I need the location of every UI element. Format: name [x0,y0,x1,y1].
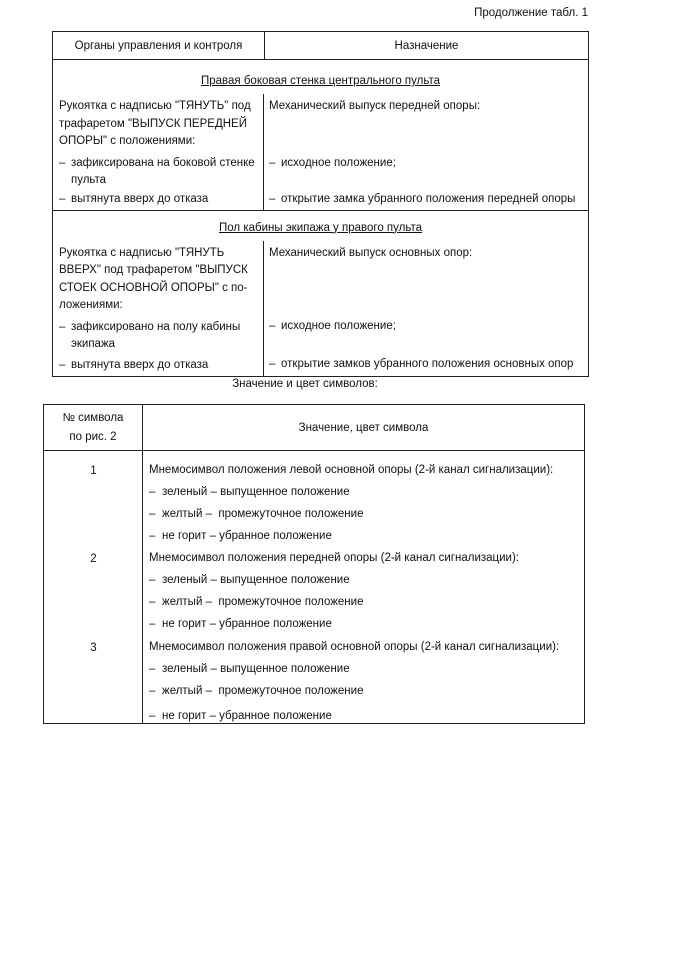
purpose-text: Механический выпуск основных опор: [269,246,473,259]
symbol-title: Мнемосимвол положения правой основной опоры (2-й канал сигнализации): [149,641,560,653]
symbol-meaning-cell [143,463,584,543]
state-meaning: убранное положение [219,618,332,630]
table-row [44,640,584,723]
symbol-number: 3 [90,642,97,654]
symbol-meaning-cell [143,551,584,631]
column-header-controls: Органы управления и контроля [53,32,265,59]
symbol-meaning-cell [143,640,584,723]
light-state: желтый [162,685,203,697]
list-item [149,595,584,609]
separator: – [207,663,221,675]
dash-marker: – [149,508,156,520]
dash-marker: – [269,156,276,169]
table-row [53,94,588,211]
state-meaning: выпущенное положение [220,486,350,498]
list-item-continuation: пульта [71,173,107,186]
list-item [59,357,259,374]
symbol-title: Мнемосимвол положения передней опоры (2-й канал сигнализации): [149,552,519,564]
list-item [149,507,584,521]
header-line: № символа [62,411,124,424]
light-state: желтый [162,508,203,520]
table-row [44,551,584,631]
list-item-continuation: экипажа [71,337,116,350]
list-item [269,155,584,172]
light-state: зеленый [162,574,208,586]
light-state: не горит [162,530,207,542]
column-header-meaning: Значение, цвет символа [298,421,429,434]
list-item [59,319,259,336]
purpose-text: Механический выпуск передней опоры: [269,100,481,112]
light-state: не горит [162,618,207,630]
state-meaning: убранное положение [219,530,332,542]
symbol-number: 1 [90,465,97,477]
separator: – [207,574,221,586]
column-header-symbol-number [44,405,143,450]
section-title: Правая боковая стенка центрального пульта [200,75,440,87]
list-item [149,684,584,698]
list-item-text: вытянута вверх до отказа [71,192,209,205]
dash-marker: – [59,156,66,169]
column-header-purpose: Назначение [394,39,459,52]
list-item [269,318,584,335]
list-item [149,709,584,723]
list-item [149,662,584,676]
dash-marker: – [149,486,156,498]
list-item-text: вытянута вверх до отказа [71,358,209,371]
dash-marker: – [59,192,66,205]
section-title: Пол кабины экипажа у правого пульта [219,221,422,234]
state-meaning: выпущенное положение [220,574,350,586]
dash-marker: – [149,685,156,697]
symbols-table [43,404,585,724]
table-row [53,241,588,376]
control-text: Рукоятка с надписью "ТЯНУТЬ [59,246,225,259]
light-state: зеленый [162,486,208,498]
symbol-title: Мнемосимвол положения левой основной опоры (2-й канал сигнализации): [149,464,554,476]
separator: – [206,710,220,722]
list-item [149,529,584,543]
state-meaning: выпущенное положение [220,663,350,675]
control-text: ОПОРЫ" с положениями: [59,135,196,147]
list-item [59,191,259,208]
separator: – [202,596,219,608]
dash-marker: – [149,663,156,675]
header-line: по рис. 2 [69,430,117,443]
list-item [149,617,584,631]
list-item-text: зафиксирована на боковой стенке [71,156,255,169]
list-item [59,155,259,172]
purpose-cell [264,94,588,210]
symbols-table-header [44,405,584,451]
control-text: трафаретом "ВЫПУСК ПЕРЕДНЕЙ [59,117,247,130]
controls-table-header [53,32,588,60]
list-item-text: открытие замка убранного положения передней опоры [281,192,576,205]
list-item-text: исходное положение; [281,156,396,169]
dash-marker: – [149,530,156,542]
control-cell [53,241,264,376]
dash-marker: – [269,320,276,332]
dash-marker: – [269,358,276,370]
dash-marker: – [149,710,156,722]
list-item-text: исходное положение; [281,320,396,332]
table-row [44,463,584,543]
list-item-text: открытие замков убранного положения основных опор [281,358,574,370]
state-meaning: промежуточное положение [218,508,364,520]
light-state: желтый [162,596,203,608]
purpose-cell [264,241,588,376]
symbols-table-body [44,451,584,723]
light-state: не горит [162,710,207,722]
dash-marker: – [59,358,66,371]
list-item [149,485,584,499]
list-item [269,356,584,373]
controls-table [52,31,589,377]
dash-marker: – [149,618,156,630]
list-item [269,191,584,208]
state-meaning: убранное положение [219,710,332,722]
dash-marker: – [149,596,156,608]
separator: – [206,530,220,542]
separator: – [206,618,220,630]
control-text: Рукоятка с надписью "ТЯНУТЬ" под [59,100,251,112]
dash-marker: – [269,192,276,205]
control-text: ВВЕРХ" под трафаретом "ВЫПУСК [59,264,248,276]
symbol-number: 2 [90,553,97,565]
state-meaning: промежуточное положение [218,596,364,608]
separator: – [202,685,219,697]
list-item-text: зафиксировано на полу кабины [71,320,241,333]
state-meaning: промежуточное положение [218,685,364,697]
separator: – [202,508,219,520]
control-cell [53,94,264,210]
dash-marker: – [149,574,156,586]
dash-marker: – [59,320,66,333]
light-state: зеленый [162,663,208,675]
separator: – [207,486,221,498]
list-item [149,573,584,587]
control-text: ложениями: [59,299,123,311]
continuation-label: Продолжение табл. 1 [474,7,588,19]
table-caption: Значение и цвет символов: [232,378,378,390]
control-text: СТОЕК ОСНОВНОЙ ОПОРЫ" с по- [59,281,248,294]
